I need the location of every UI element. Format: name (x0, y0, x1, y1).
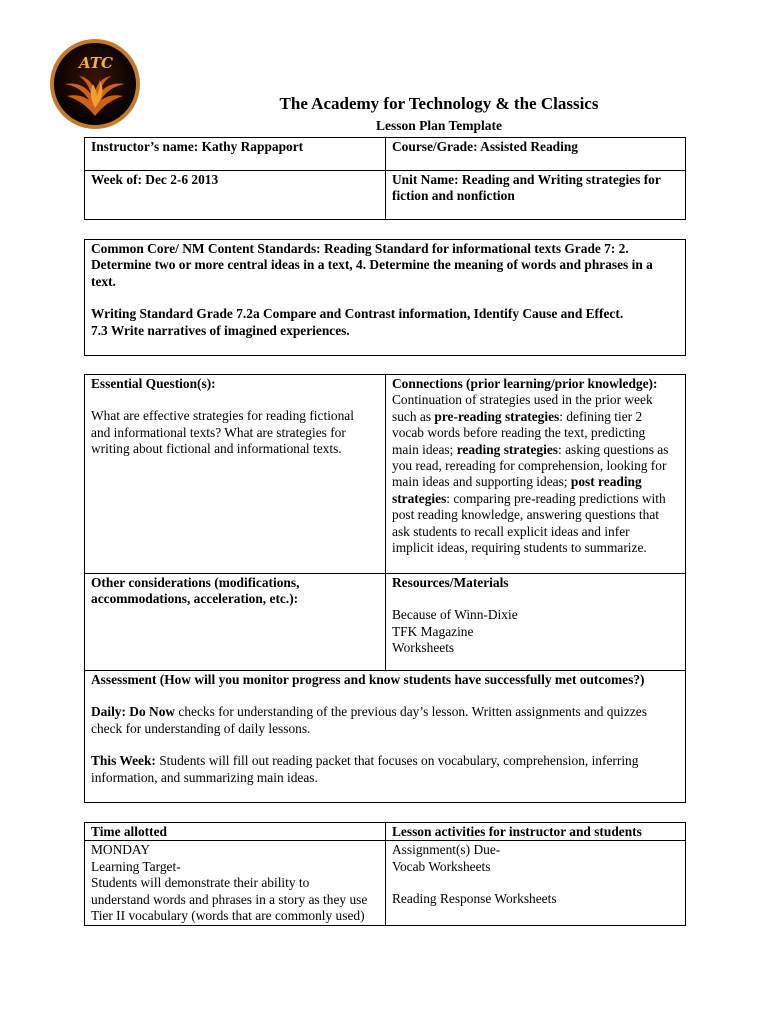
instructor-cell: Instructor’s name: Kathy Rappaport (85, 138, 386, 171)
assignment-item: Reading Response Worksheets (392, 891, 557, 907)
standards-cell (85, 240, 686, 356)
day-label: MONDAY (91, 842, 151, 858)
essential-line: and informational texts? What are strategies for (91, 424, 346, 440)
connections-line: implicit ideas, requiring students to summarize. (392, 540, 647, 556)
connections-cell (386, 375, 686, 574)
atc-phoenix-logo (49, 38, 141, 130)
resource-item: Because of Winn-Dixie (392, 607, 518, 623)
resource-item: Worksheets (392, 640, 455, 656)
time-allotted-header: Time allotted (85, 823, 386, 841)
unit-cell (386, 171, 686, 220)
essential-line: What are effective strategies for reading fictional (91, 408, 354, 424)
assignment-item: Vocab Worksheets (392, 858, 491, 874)
monday-time-cell (85, 841, 386, 926)
standards-line: text. (91, 273, 116, 289)
logo-text: ATC (79, 54, 113, 72)
standards-line: Writing Standard Grade 7.2a Compare and Contrast information, Identify Cause and Effect. (91, 306, 624, 322)
connections-line: main ideas and supporting ideas; post reading (392, 474, 642, 490)
connections-line: Continuation of strategies used in the prior week (392, 392, 653, 408)
connections-line: main ideas; reading strategies: asking questions as (392, 441, 669, 457)
assessment-week: information, and summarizing main ideas. (91, 769, 318, 785)
essential-heading: Essential Question(s): (91, 376, 216, 391)
assessment-week: This Week: Students will fill out reading packet that focuses on vocabulary, comprehension, inferring (91, 753, 639, 769)
standards-table (84, 239, 686, 356)
assessment-daily: check for understanding of daily lessons. (91, 720, 311, 736)
other-considerations-cell: Other considerations (modifications, accommodations, acceleration, etc.): (85, 574, 386, 671)
document-title: Lesson Plan Template (375, 118, 503, 133)
course-cell: Course/Grade: Assisted Reading (386, 138, 686, 171)
schedule-table (84, 822, 686, 926)
connections-line: post reading knowledge, answering questions that (392, 507, 660, 523)
connections-heading: Connections (prior learning/prior knowledge): (392, 376, 658, 391)
unit-line: Unit Name: Reading and Writing strategies for (392, 172, 661, 187)
learning-target-line: understand words and phrases in a story as they use (91, 891, 368, 907)
connections-line: such as pre-reading strategies: defining tier 2 (392, 408, 643, 424)
monday-activities-cell (386, 841, 686, 926)
connections-line: ask students to recall explicit ideas and infer (392, 523, 630, 539)
resources-heading: Resources/Materials (392, 575, 509, 590)
week-cell: Week of: Dec 2-6 2013 (85, 171, 386, 220)
assessment-daily: Daily: Do Now checks for understanding of the previous day’s lesson. Written assignments and quizzes (91, 704, 647, 720)
lesson-activities-header: Lesson activities for instructor and students (386, 823, 686, 841)
standards-line: Common Core/ NM Content Standards: Reading Standard for informational texts Grade 7: 2. (91, 241, 629, 256)
assessment-heading: Assessment (How will you monitor progress and know students have successfully met outcomes?) (91, 672, 645, 687)
essential-line: writing about fictional and informational texts. (91, 441, 342, 457)
info-table (84, 137, 686, 220)
connections-line: strategies: comparing pre-reading predictions with (392, 490, 666, 506)
assignments-label: Assignment(s) Due- (392, 842, 501, 858)
resources-cell (386, 574, 686, 671)
standards-line: Determine two or more central ideas in a text, 4. Determine the meaning of words and phrases in a (91, 257, 653, 273)
essential-question-cell (85, 375, 386, 574)
unit-line: fiction and nonfiction (392, 188, 515, 204)
main-table (84, 374, 686, 803)
standards-line: 7.3 Write narratives of imagined experiences. (91, 322, 350, 338)
learning-target-label: Learning Target- (91, 858, 181, 874)
connections-line: vocab words before reading the text, predicting (392, 425, 646, 441)
connections-line: you read, rereading for comprehension, looking for (392, 458, 667, 474)
resource-item: TFK Magazine (392, 623, 474, 639)
learning-target-line: Tier II vocabulary (words that are commonly used) (91, 908, 365, 924)
assessment-cell (85, 671, 686, 803)
school-title: The Academy for Technology & the Classics (279, 94, 599, 113)
learning-target-line: Students will demonstrate their ability to (91, 875, 310, 891)
